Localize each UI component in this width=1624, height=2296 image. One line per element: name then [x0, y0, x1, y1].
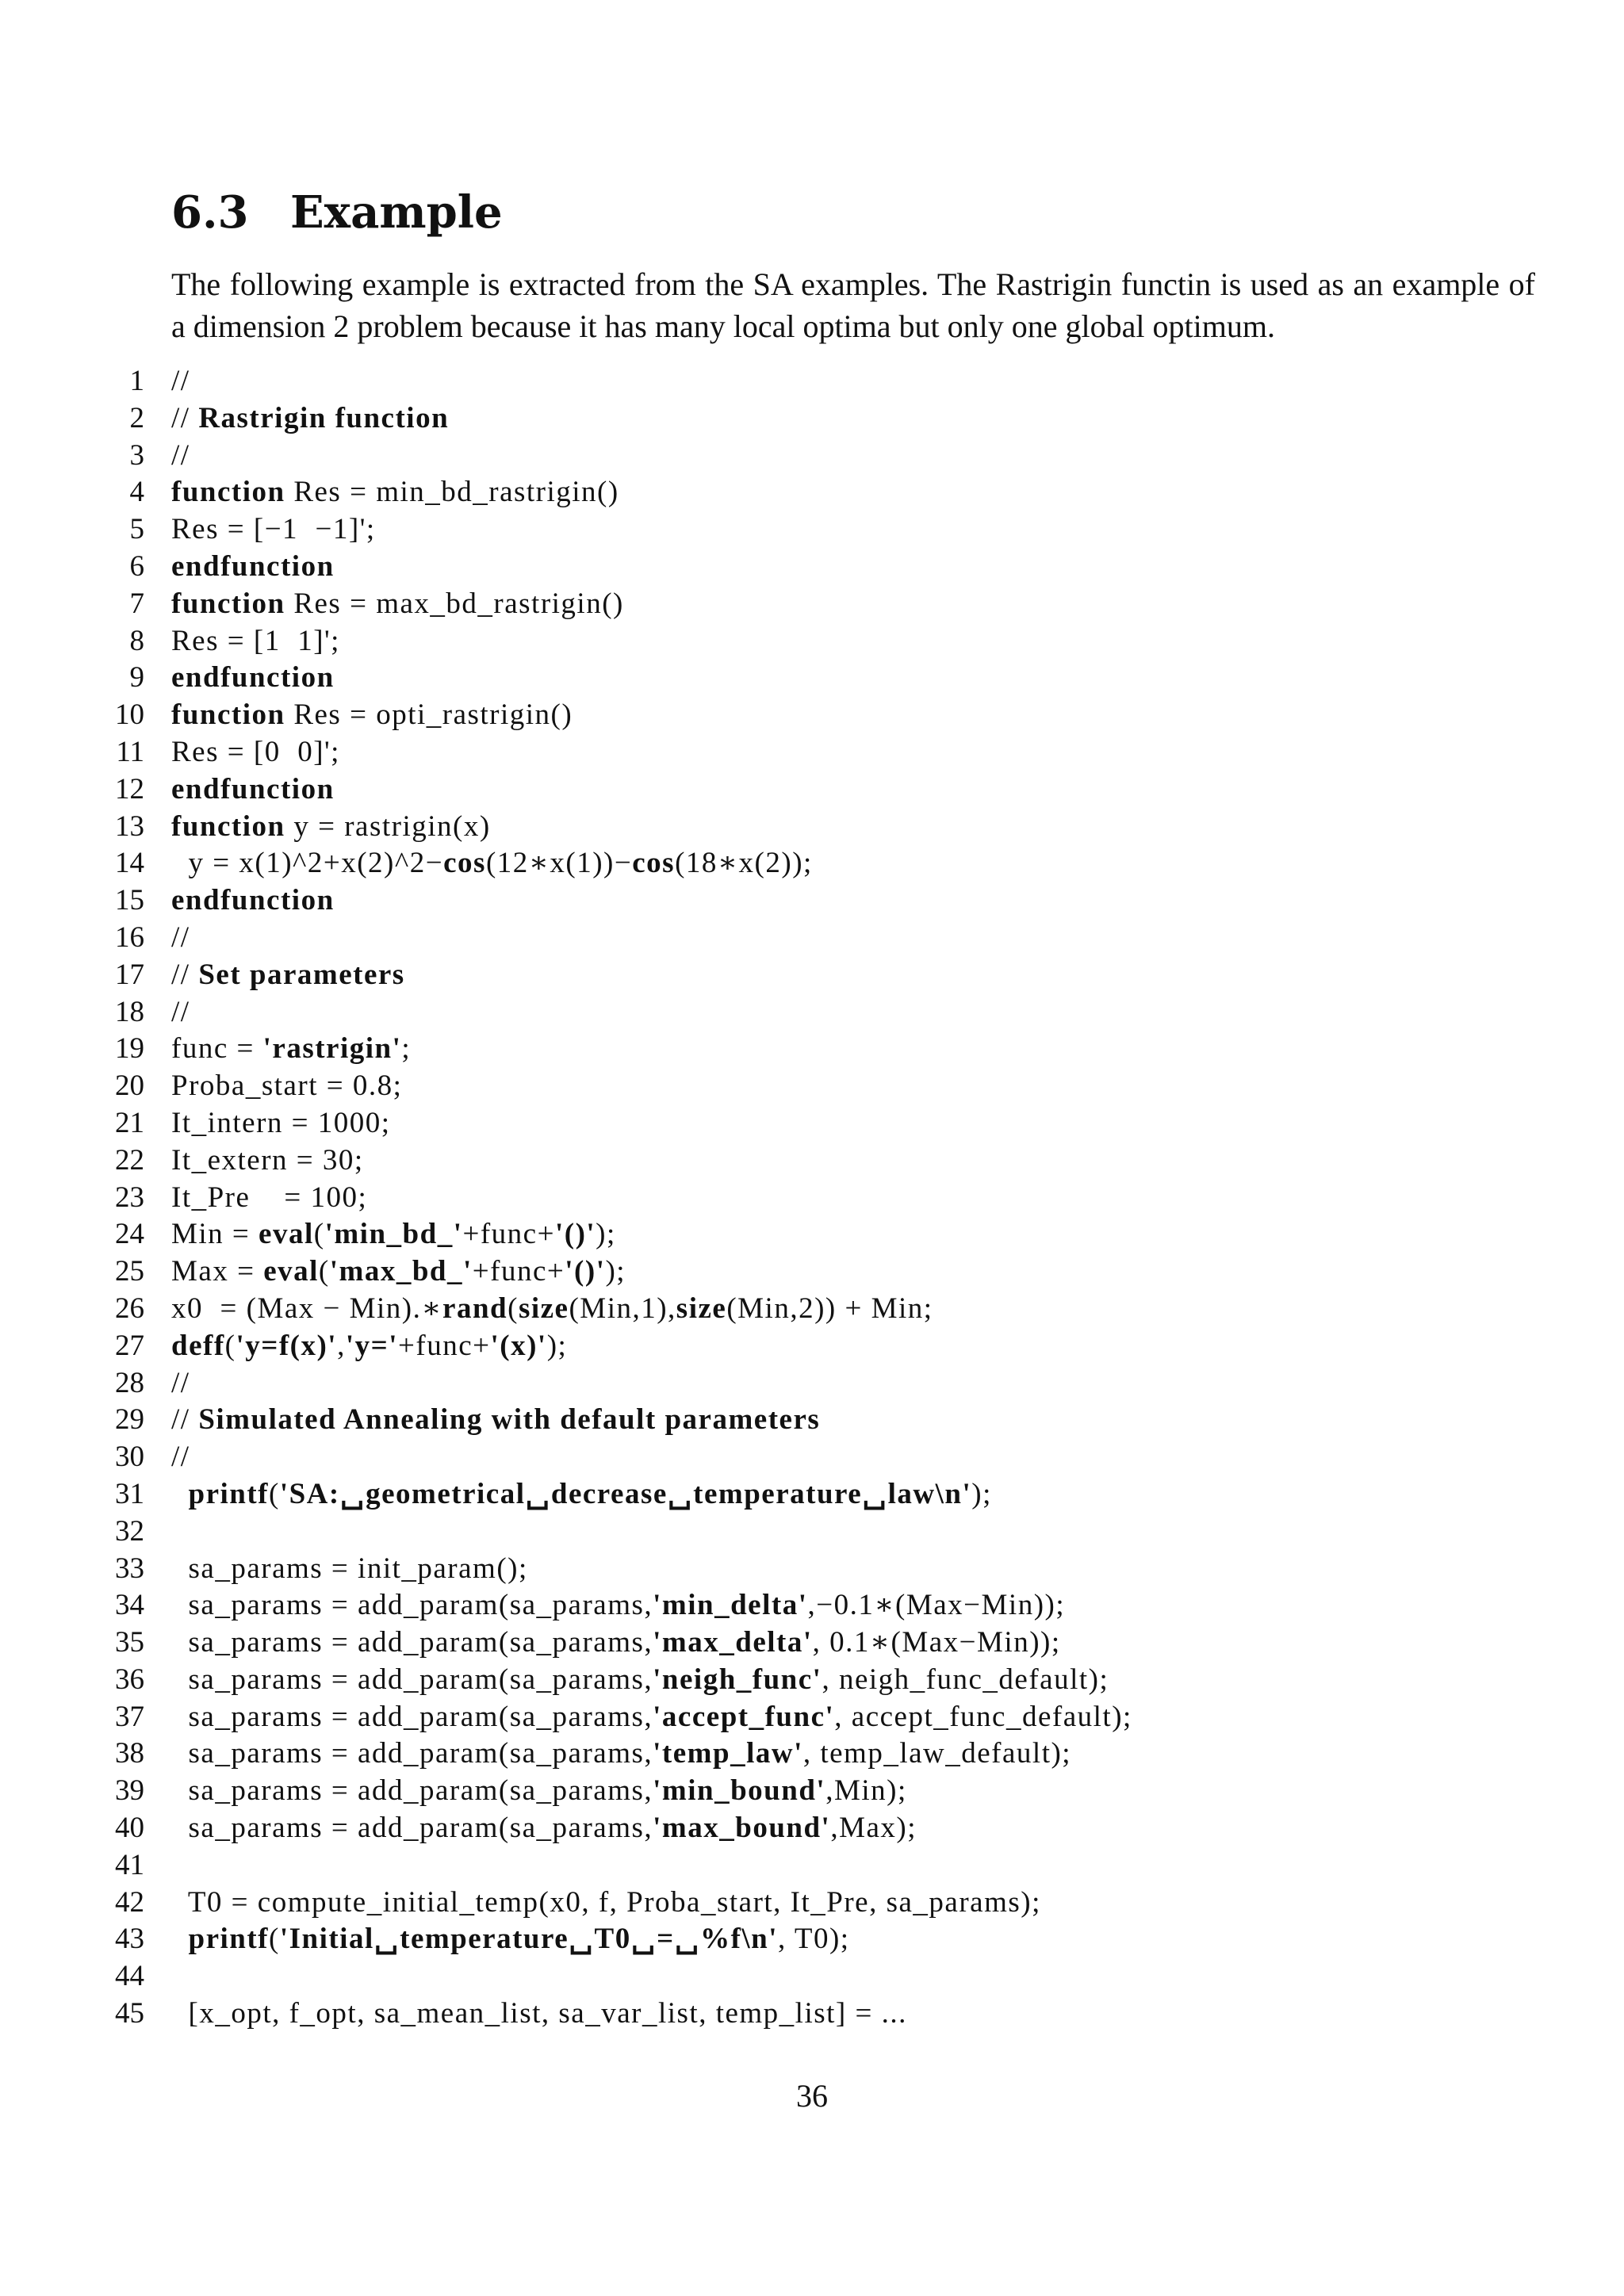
code-line: [79, 1328, 1554, 1365]
code-segment: [x_opt, f_opt, sa_mean_list, sa_var_list, temp_list] = ...: [171, 1997, 907, 2030]
line-number: 21: [115, 1106, 144, 1139]
code-keyword: '()': [565, 1255, 606, 1288]
code-text: [171, 920, 190, 957]
code-line: [79, 1810, 1554, 1847]
code-text: [171, 1662, 1109, 1699]
code-segment: +func+: [398, 1329, 491, 1362]
code-line: [79, 400, 1554, 438]
line-number: 20: [115, 1070, 144, 1103]
code-segment: Res = min_bd_rastrigin(): [285, 476, 619, 509]
line-number: 44: [115, 1960, 144, 1993]
code-text: [171, 1885, 1041, 1922]
code-segment: It_Pre = 100;: [171, 1181, 368, 1214]
code-segment: sa_params = add_param(sa_params,: [171, 1626, 653, 1659]
line-number: 26: [115, 1292, 144, 1325]
code-line: [79, 1253, 1554, 1291]
code-text: [171, 809, 491, 846]
code-keyword: '(x)': [490, 1329, 547, 1362]
code-segment: ,Max);: [830, 1812, 917, 1845]
code-keyword: function: [171, 698, 285, 732]
code-text: [171, 660, 335, 697]
code-segment: Res = [−1 −1]';: [171, 513, 376, 546]
code-line: [79, 994, 1554, 1031]
code-segment: ,: [337, 1329, 346, 1362]
line-number: 14: [115, 847, 144, 880]
code-keyword: function: [171, 587, 285, 620]
code-text: [171, 1105, 391, 1142]
code-segment: x0 = (Max − Min).∗: [171, 1292, 443, 1325]
line-number: 42: [115, 1885, 144, 1919]
code-line: [79, 586, 1554, 623]
line-number: 40: [115, 1812, 144, 1845]
code-segment: , 0.1∗(Max−Min));: [812, 1626, 1061, 1659]
code-segment: sa_params = add_param(sa_params,: [171, 1774, 653, 1808]
code-segment: Res = opti_rastrigin(): [285, 698, 573, 732]
code-line: [79, 1216, 1554, 1253]
code-segment: (: [313, 1218, 325, 1251]
code-segment: T0 = compute_initial_temp(x0, f, Proba_start, It_Pre, sa_params);: [171, 1885, 1041, 1919]
code-line: [79, 549, 1554, 586]
code-text: [171, 400, 449, 438]
code-text: [171, 882, 335, 920]
code-segment: , accept_func_default);: [834, 1700, 1132, 1733]
code-keyword: '()': [554, 1218, 596, 1251]
code-line: [79, 1773, 1554, 1810]
code-text: [171, 1031, 411, 1068]
line-number: 17: [115, 958, 144, 991]
code-line: [79, 697, 1554, 734]
code-segment: (Min,2)) + Min;: [726, 1292, 933, 1325]
code-segment: , neigh_func_default);: [822, 1663, 1109, 1696]
line-number: 33: [115, 1552, 144, 1585]
line-number: 34: [115, 1589, 144, 1622]
code-segment: sa_params = add_param(sa_params,: [171, 1737, 653, 1770]
code-line: [79, 882, 1554, 920]
code-line: [79, 1513, 1554, 1551]
code-keyword: cos: [443, 847, 486, 880]
code-segment: //: [171, 920, 190, 954]
line-number: 23: [115, 1181, 144, 1214]
code-line: [79, 511, 1554, 549]
code-line: [79, 1624, 1554, 1662]
code-text: [171, 1068, 402, 1105]
code-segment: );: [596, 1218, 616, 1251]
code-line: [79, 1699, 1554, 1736]
code-text: [171, 1328, 567, 1365]
code-segment: Min =: [171, 1218, 259, 1251]
code-text: [171, 623, 340, 660]
line-number: 7: [129, 587, 144, 620]
code-keyword: Simulated Annealing with default parameters: [198, 1403, 821, 1437]
code-segment: );: [971, 1477, 992, 1510]
code-line: [79, 1402, 1554, 1439]
code-text: [171, 363, 190, 400]
code-segment: ,−0.1∗(Max−Min));: [807, 1589, 1066, 1622]
code-text: [171, 586, 624, 623]
code-text: [171, 1365, 190, 1402]
line-number: 3: [129, 438, 144, 472]
line-number: 19: [115, 1032, 144, 1066]
code-segment: );: [546, 1329, 568, 1362]
line-number: 9: [129, 661, 144, 695]
code-segment: sa_params = init_param();: [171, 1552, 528, 1585]
code-line: [79, 1996, 1554, 2033]
code-line: [79, 1142, 1554, 1180]
code-keyword: endfunction: [171, 661, 335, 695]
code-segment: //: [171, 995, 190, 1028]
code-keyword: endfunction: [171, 772, 335, 806]
code-line: [79, 1551, 1554, 1588]
code-line: [79, 1365, 1554, 1402]
code-text: [171, 549, 335, 586]
line-number: 36: [115, 1663, 144, 1696]
code-keyword: cos: [632, 847, 676, 880]
code-text: [171, 1142, 364, 1180]
code-segment: (Min,1),: [569, 1292, 676, 1325]
code-segment: (: [224, 1329, 236, 1362]
code-segment: func =: [171, 1032, 263, 1066]
code-text: [171, 734, 340, 771]
code-segment: It_extern = 30;: [171, 1143, 364, 1177]
code-segment: //: [171, 1366, 190, 1399]
code-text: [171, 438, 190, 475]
code-text: [171, 1996, 907, 2033]
code-segment: sa_params = add_param(sa_params,: [171, 1589, 653, 1622]
code-text: [171, 994, 190, 1031]
code-keyword: Rastrigin function: [198, 401, 450, 434]
code-keyword: printf: [188, 1477, 269, 1510]
code-segment: sa_params = add_param(sa_params,: [171, 1663, 653, 1696]
code-text: [171, 474, 619, 511]
line-number: 39: [115, 1774, 144, 1808]
code-line: [79, 1068, 1554, 1105]
code-keyword: 'SA:␣geometrical␣decrease␣temperature␣law\n': [279, 1477, 972, 1510]
code-line: [79, 1847, 1554, 1885]
code-text: [171, 957, 405, 994]
code-keyword: 'min_bound': [653, 1774, 826, 1808]
code-segment: //: [171, 365, 190, 397]
code-line: [79, 1476, 1554, 1513]
line-number: 2: [129, 401, 144, 434]
code-segment: [171, 1923, 189, 1955]
line-number: 1: [129, 365, 144, 397]
code-keyword: 'max_delta': [653, 1626, 813, 1659]
code-segment: Max =: [171, 1255, 264, 1288]
code-segment: Res = max_bd_rastrigin(): [285, 587, 624, 620]
code-line: [79, 1439, 1554, 1476]
code-line: [79, 1587, 1554, 1624]
line-number: 4: [129, 476, 144, 509]
code-keyword: eval: [259, 1218, 314, 1251]
code-keyword: function: [171, 476, 285, 509]
line-number: 24: [115, 1218, 144, 1251]
code-segment: +func+: [462, 1218, 555, 1251]
line-number: 16: [115, 920, 144, 954]
code-line: [79, 474, 1554, 511]
code-segment: //: [171, 401, 199, 434]
code-keyword: 'Initial␣temperature␣T0␣=␣%f\n': [279, 1923, 779, 1956]
code-text: [171, 1551, 528, 1588]
code-segment: (: [508, 1292, 519, 1325]
code-line: [79, 1031, 1554, 1068]
code-text: [171, 1587, 1065, 1624]
code-segment: //: [171, 438, 190, 472]
code-text: [171, 697, 573, 734]
code-line: [79, 1291, 1554, 1328]
line-number: 13: [115, 809, 144, 843]
code-keyword: eval: [263, 1255, 319, 1288]
code-segment: );: [605, 1255, 626, 1288]
code-segment: ,Min);: [825, 1774, 907, 1808]
code-line: [79, 1921, 1554, 1958]
line-number: 12: [115, 772, 144, 806]
code-keyword: 'max_bound': [653, 1812, 831, 1845]
code-text: [171, 1810, 917, 1847]
intro-paragraph: The following example is extracted from the SA examples. The Rastrigin functin is used as an example of a dimension 2 problem because it has many local optima but only one global optimum.: [171, 266, 1535, 344]
code-keyword: 'temp_law': [653, 1737, 803, 1770]
code-keyword: size: [518, 1292, 569, 1325]
line-number: 15: [115, 884, 144, 917]
section-number: 6.3: [171, 186, 249, 239]
code-keyword: rand: [442, 1292, 508, 1325]
code-line: [79, 1105, 1554, 1142]
code-segment: (: [318, 1255, 330, 1288]
code-segment: It_intern = 1000;: [171, 1106, 391, 1139]
code-segment: +func+: [472, 1255, 565, 1288]
line-number: 29: [115, 1403, 144, 1437]
line-number: 45: [115, 1997, 144, 2030]
code-keyword: 'min_delta': [653, 1589, 808, 1622]
code-text: [171, 1253, 626, 1291]
page-number: 36: [796, 2078, 828, 2114]
line-number: 43: [115, 1923, 144, 1956]
code-segment: y = x(1)^2+x(2)^2−: [171, 847, 444, 880]
code-text: [171, 1216, 616, 1253]
code-line: [79, 363, 1554, 400]
code-line: [79, 957, 1554, 994]
code-line: [79, 771, 1554, 809]
code-keyword: 'min_bd_': [324, 1218, 463, 1251]
code-keyword: 'accept_func': [653, 1700, 835, 1733]
code-line: [79, 920, 1554, 957]
section-heading: [171, 184, 503, 241]
code-keyword: endfunction: [171, 549, 335, 583]
line-number: 22: [115, 1143, 144, 1177]
code-line: [79, 809, 1554, 846]
code-segment: Proba_start = 0.8;: [171, 1070, 403, 1103]
code-segment: (: [269, 1923, 280, 1956]
code-segment: //: [171, 1441, 190, 1474]
code-text: [171, 1439, 190, 1476]
line-number: 41: [115, 1848, 144, 1881]
code-segment: sa_params = add_param(sa_params,: [171, 1812, 653, 1845]
code-segment: , temp_law_default);: [802, 1737, 1072, 1770]
code-keyword: Set parameters: [198, 958, 405, 991]
code-line: [79, 1735, 1554, 1773]
line-number: 18: [115, 995, 144, 1028]
code-keyword: size: [676, 1292, 727, 1325]
code-keyword: printf: [188, 1923, 269, 1956]
code-segment: sa_params = add_param(sa_params,: [171, 1700, 653, 1733]
code-text: [171, 845, 813, 882]
line-number: 8: [129, 624, 144, 657]
code-segment: Res = [0 0]';: [171, 735, 340, 768]
code-keyword: 'neigh_func': [653, 1663, 822, 1696]
code-line: [79, 1662, 1554, 1699]
code-segment: , T0);: [778, 1923, 850, 1956]
code-text: [171, 1402, 820, 1439]
section-title: Example: [290, 186, 503, 239]
line-number: 10: [115, 698, 144, 732]
code-segment: [171, 1478, 189, 1510]
code-line: [79, 1180, 1554, 1217]
line-number: 25: [115, 1255, 144, 1288]
code-listing: [79, 363, 1554, 2033]
code-text: [171, 511, 376, 549]
line-number: 6: [129, 549, 144, 583]
code-keyword: 'max_bd_': [329, 1255, 473, 1288]
line-number: 31: [115, 1477, 144, 1510]
code-line: [79, 1885, 1554, 1922]
code-text: [171, 771, 335, 809]
code-keyword: function: [171, 809, 285, 843]
code-text: [171, 1624, 1061, 1662]
code-line: [79, 623, 1554, 660]
code-text: [171, 1773, 907, 1810]
code-line: [79, 845, 1554, 882]
code-keyword: 'y=f(x)': [236, 1329, 338, 1362]
code-text: [171, 1921, 850, 1958]
code-line: [79, 734, 1554, 771]
code-keyword: deff: [171, 1329, 225, 1362]
code-line: [79, 1958, 1554, 1996]
code-line: [79, 438, 1554, 475]
code-segment: ;: [401, 1032, 412, 1066]
code-text: [171, 1180, 367, 1217]
code-segment: //: [171, 1403, 199, 1437]
line-number: 28: [115, 1366, 144, 1399]
code-segment: y = rastrigin(x): [285, 809, 491, 843]
code-segment: (18∗x(2));: [675, 847, 813, 880]
code-text: [171, 1699, 1132, 1736]
code-keyword: 'y=': [345, 1329, 398, 1362]
code-segment: (: [269, 1477, 280, 1510]
line-number: 35: [115, 1626, 144, 1659]
code-keyword: endfunction: [171, 884, 335, 917]
line-number: 5: [129, 513, 144, 546]
code-text: [171, 1476, 992, 1513]
code-segment: //: [171, 958, 199, 991]
line-number: 37: [115, 1700, 144, 1733]
line-number: 30: [115, 1441, 144, 1474]
code-keyword: 'rastrigin': [262, 1032, 402, 1066]
code-text: [171, 1735, 1071, 1773]
line-number: 38: [115, 1737, 144, 1770]
code-segment: (12∗x(1))−: [485, 847, 633, 880]
code-text: [171, 1291, 933, 1328]
line-number: 11: [116, 735, 144, 768]
code-line: [79, 660, 1554, 697]
code-segment: Res = [1 1]';: [171, 624, 340, 657]
line-number: 27: [115, 1329, 144, 1362]
line-number: 32: [115, 1514, 144, 1548]
